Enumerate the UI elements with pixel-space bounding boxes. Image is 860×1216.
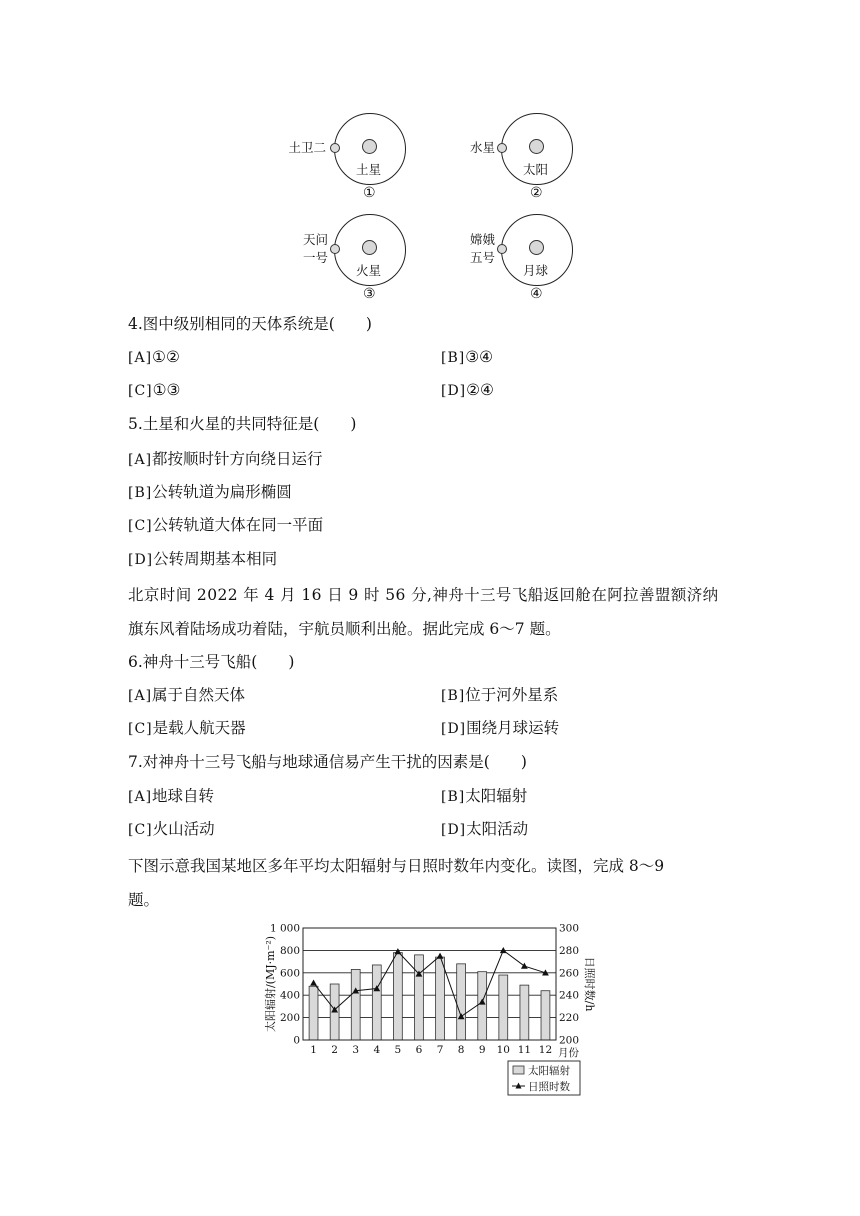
right-axis-title: 日照时数/h: [583, 956, 596, 1012]
option-tag: [C]: [128, 721, 153, 737]
x-tick-label: 6: [415, 1044, 423, 1056]
central-body-circle: [529, 240, 544, 255]
x-tick-label: 5: [394, 1044, 402, 1056]
x-tick-label: 3: [352, 1044, 360, 1056]
sunshine-point-11: [521, 963, 528, 969]
x-tick-label: 1: [310, 1044, 317, 1056]
orbit-diagrams: [0, 0, 860, 310]
x-tick-label: 12: [538, 1044, 553, 1056]
satellite-circle: [497, 244, 507, 254]
chart-container: [260, 918, 600, 1102]
bar-6: [415, 955, 424, 1040]
left-tick-label: 1 000: [269, 922, 300, 935]
right-tick-label: 220: [559, 1012, 580, 1025]
option-tag: [A]: [128, 789, 153, 805]
x-tick-label: 4: [373, 1044, 381, 1056]
question-6-stem: 6.神舟十三号飞船( ): [128, 653, 295, 671]
question-7-stem: 7.对神舟十三号飞船与地球通信易产生干扰的因素是( ): [128, 753, 527, 771]
bar-10: [499, 975, 508, 1040]
option-tag: [D]: [441, 822, 467, 838]
option-text: 都按顺时针方向绕日运行: [152, 450, 323, 468]
q7-option-c[interactable]: [128, 818, 215, 841]
option-tag: [C]: [128, 383, 153, 399]
bar-3: [351, 969, 360, 1040]
right-tick-label: 260: [559, 967, 580, 980]
option-tag: [A]: [128, 350, 153, 366]
bar-8: [457, 964, 466, 1040]
diagram-number: ②: [530, 185, 543, 201]
diagram-3: [298, 206, 418, 301]
left-tick-label: 800: [279, 944, 300, 957]
passage-2-line-1: 下图示意我国某地区多年平均太阳辐射与日照时数年内变化。读图，完成 8～9: [128, 857, 665, 875]
option-text: 公转周期基本相同: [153, 550, 278, 568]
option-text: ③④: [465, 348, 494, 366]
bar-12: [541, 991, 550, 1040]
left-tick-label: 400: [279, 989, 300, 1002]
sunshine-point-5: [394, 948, 401, 954]
q5-option-c[interactable]: [128, 514, 323, 537]
q5-option-d[interactable]: [128, 548, 277, 571]
right-tick-label: 280: [559, 944, 580, 957]
left-tick-label: 0: [293, 1034, 300, 1047]
option-tag: [A]: [128, 688, 153, 704]
option-text: 火山活动: [152, 820, 215, 838]
option-text: 公转轨道大体在同一平面: [152, 516, 324, 534]
legend-bar-label: 太阳辐射: [528, 1065, 570, 1077]
option-text: ①②: [152, 348, 180, 366]
q4-option-d[interactable]: [441, 379, 494, 402]
q7-option-b[interactable]: [441, 785, 527, 808]
option-text: 是载人航天器: [152, 719, 246, 737]
q4-option-c[interactable]: [128, 379, 180, 402]
central-body-label: 月球: [523, 263, 549, 278]
legend-bar-swatch: [513, 1066, 524, 1074]
bar-9: [478, 972, 487, 1040]
satellite-label-line-2: 五号: [469, 250, 495, 265]
passage-2: [128, 849, 738, 917]
diagram-2: [465, 105, 585, 200]
q5-option-b[interactable]: [128, 481, 292, 504]
option-tag: [B]: [441, 350, 466, 366]
x-unit-label: 月份: [558, 1047, 579, 1059]
central-body-label: 太阳: [523, 162, 549, 177]
option-text: 位于河外星系: [465, 686, 559, 704]
chart-line: [310, 947, 549, 1019]
option-tag: [D]: [128, 552, 154, 568]
option-text: 公转轨道为扁形椭圆: [152, 483, 292, 501]
sunshine-line: [314, 950, 546, 1016]
central-body-circle: [529, 139, 544, 154]
q6-option-b[interactable]: [441, 684, 558, 707]
x-tick-label: 2: [331, 1044, 338, 1056]
sunshine-point-1: [310, 979, 317, 985]
central-body-label: 火星: [356, 263, 382, 278]
diagram-number: ①: [363, 185, 376, 201]
central-body-circle: [362, 240, 377, 255]
chart-grid: [303, 928, 556, 1040]
central-body-label: 土星: [356, 162, 382, 177]
option-text: 地球自转: [152, 787, 215, 805]
diagram-number: ③: [363, 286, 376, 302]
bar-7: [436, 957, 445, 1040]
option-text: 太阳辐射: [465, 787, 528, 805]
passage-1-line-1: 北京时间 2022 年 4 月 16 日 9 时 56 分,神舟十三号飞船返回舱在阿拉善盟额济纳: [128, 586, 719, 604]
right-tick-label: 240: [559, 989, 580, 1002]
satellite-label-line-1: 天问: [302, 232, 328, 247]
q4-option-a[interactable]: [128, 346, 180, 369]
satellite-circle: [330, 244, 340, 254]
q4-option-b[interactable]: [441, 346, 493, 369]
q7-option-d[interactable]: [441, 818, 528, 841]
left-tick-label: 200: [279, 1012, 300, 1025]
satellite-label: 土卫二: [288, 140, 326, 155]
option-tag: [D]: [441, 721, 467, 737]
option-tag: [B]: [441, 789, 466, 805]
q6-option-c[interactable]: [128, 717, 246, 740]
option-text: ①③: [152, 381, 181, 399]
option-text: 属于自然天体: [152, 686, 246, 704]
right-tick-label: 200: [559, 1034, 580, 1047]
q6-option-a[interactable]: [128, 684, 245, 707]
central-body-circle: [362, 139, 377, 154]
x-tick-label: 9: [478, 1044, 486, 1056]
passage-1-line-2: 旗东风着陆场成功着陆，宇航员顺利出舱。据此完成 6～7 题。: [128, 620, 561, 638]
bar-5: [393, 953, 402, 1040]
option-tag: [B]: [128, 485, 153, 501]
satellite-label: 水星: [469, 140, 495, 155]
option-text: 太阳活动: [466, 820, 529, 838]
plot-frame: [303, 928, 556, 1040]
question-4-stem: 4.图中级别相同的天体系统是( ): [128, 315, 372, 333]
bar-11: [520, 985, 529, 1040]
option-tag: [D]: [441, 383, 467, 399]
q6-option-d[interactable]: [441, 717, 559, 740]
diagram-number: ④: [530, 286, 543, 302]
x-tick-label: 8: [457, 1044, 465, 1056]
bar-1: [309, 986, 318, 1040]
left-tick-label: 600: [279, 967, 300, 980]
chart-legend: [508, 1061, 580, 1095]
left-axis-title: 太阳辐射/(MJ·m⁻²): [264, 935, 277, 1033]
question-5-stem: 5.土星和火星的共同特征是( ): [128, 415, 357, 433]
option-text: 围绕月球运转: [466, 719, 560, 737]
right-tick-label: 300: [559, 922, 580, 935]
passage-2-line-2: 题。: [128, 891, 160, 909]
passage-1: [128, 578, 738, 646]
satellite-circle: [330, 143, 340, 153]
option-text: ②④: [466, 381, 494, 399]
satellite-label-line-2: 一号: [302, 250, 328, 265]
bar-4: [372, 965, 381, 1040]
option-tag: [A]: [128, 452, 153, 468]
sunshine-point-7: [437, 953, 444, 959]
diagram-1: [288, 105, 418, 201]
q5-option-a[interactable]: [128, 448, 323, 471]
x-tick-label: 7: [436, 1044, 444, 1056]
q7-option-a[interactable]: [128, 785, 214, 808]
chart-bars: [309, 953, 550, 1040]
option-tag: [C]: [128, 518, 153, 534]
option-tag: [C]: [128, 822, 153, 838]
x-tick-label: 11: [517, 1044, 532, 1056]
legend-line-label: 日照时数: [528, 1081, 570, 1093]
satellite-circle: [497, 143, 507, 153]
option-tag: [B]: [441, 688, 466, 704]
satellite-label-line-1: 嫦娥: [469, 232, 495, 247]
x-tick-label: 10: [496, 1044, 510, 1056]
diagram-4: [465, 206, 585, 301]
radiation-sunshine-chart: [260, 918, 600, 1098]
